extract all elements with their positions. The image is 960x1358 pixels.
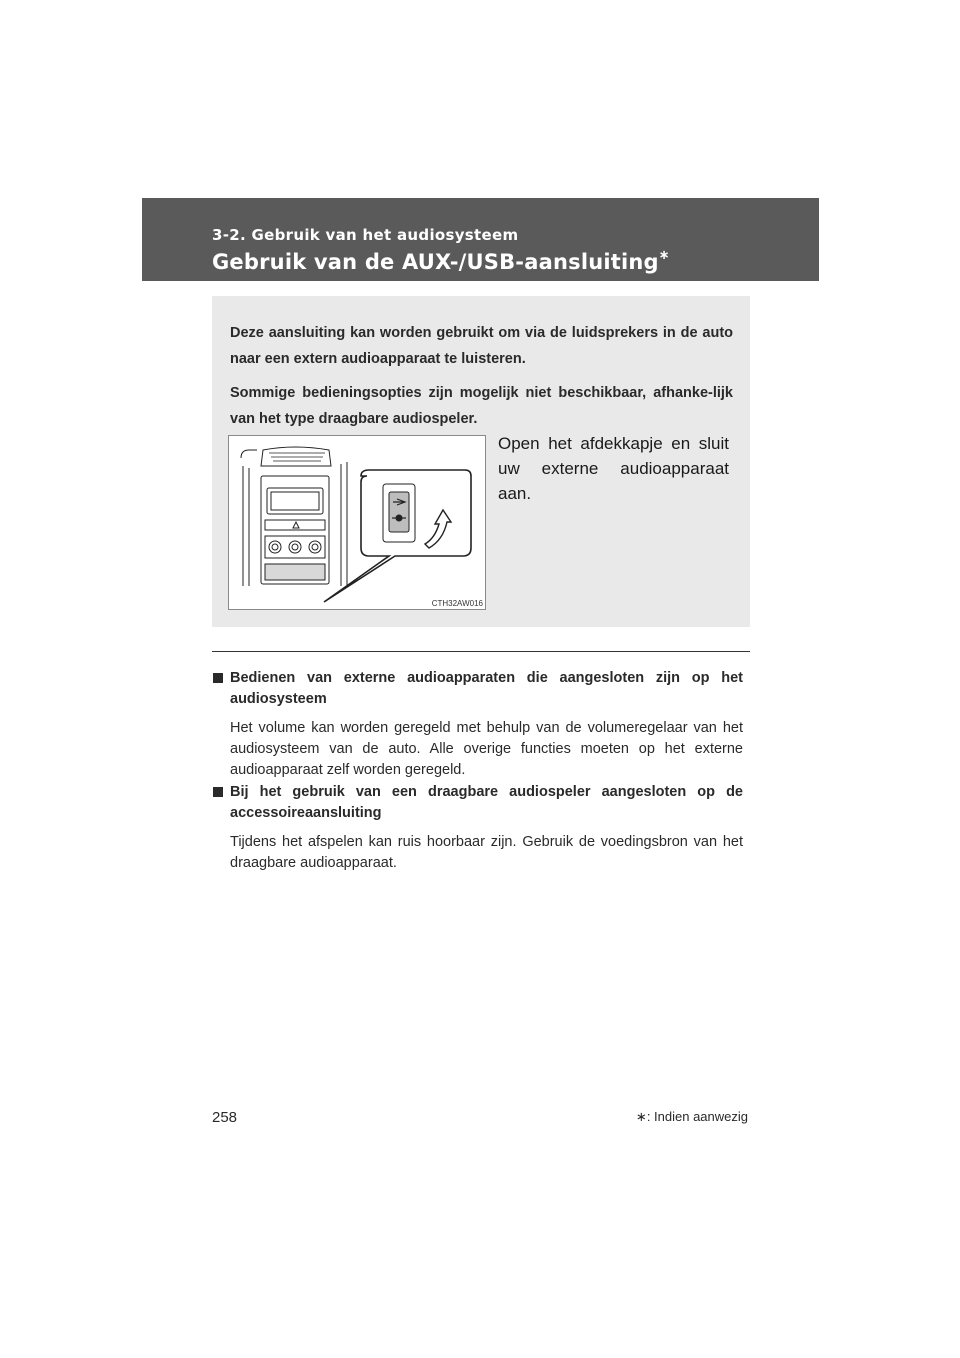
note-heading (213, 668, 743, 710)
intro-paragraph-2: Sommige bedieningsopties zijn mogelijk niet beschikbaar, afhanke-lijk van het type draagbare audiospeler. (230, 385, 733, 427)
note-heading-text: Bedienen van externe audioapparaten die aangesloten zijn op het audiosysteem (230, 670, 743, 707)
page-title-text: Gebruik van de AUX-/USB-aansluiting (212, 250, 659, 274)
section-header (142, 198, 819, 281)
page-title (212, 250, 670, 274)
note-portable-player (213, 782, 743, 874)
note-body: Het volume kan worden geregeld met behulp van de volumeregelaar van het audiosysteem van de auto. Alle overige functies moeten op het externe audioapparaat zelf worden geregeld. (230, 720, 743, 778)
dashboard-illustration (228, 435, 486, 610)
note-external-audio (213, 668, 743, 781)
section-label: 3-2. Gebruik van het audiosysteem (212, 226, 519, 244)
title-marker: ∗ (658, 248, 670, 263)
divider (212, 651, 750, 652)
step-instruction: Open het afdekkapje en sluit uw externe audioapparaat aan. (498, 434, 729, 503)
note-heading-text: Bij het gebruik van een draagbare audiospeler aangesloten op de accessoireaansluiting (230, 784, 743, 821)
footnote: ∗: Indien aanwezig (635, 1109, 748, 1124)
intro-box (212, 296, 750, 627)
note-body: Tijdens het afspelen kan ruis hoorbaar zijn. Gebruik de voedingsbron van het draagbare audioapparaat. (230, 834, 743, 871)
square-bullet-icon (213, 787, 223, 797)
page-number: 258 (212, 1109, 238, 1126)
intro-paragraph-1: Deze aansluiting kan worden gebruikt om via de luidsprekers in de auto naar een extern audioapparaat te luisteren. (230, 325, 733, 367)
figure-code: CTH32AW016 (431, 599, 483, 608)
note-heading (213, 782, 743, 824)
square-bullet-icon (213, 673, 223, 683)
dashboard-drawing (229, 436, 485, 609)
